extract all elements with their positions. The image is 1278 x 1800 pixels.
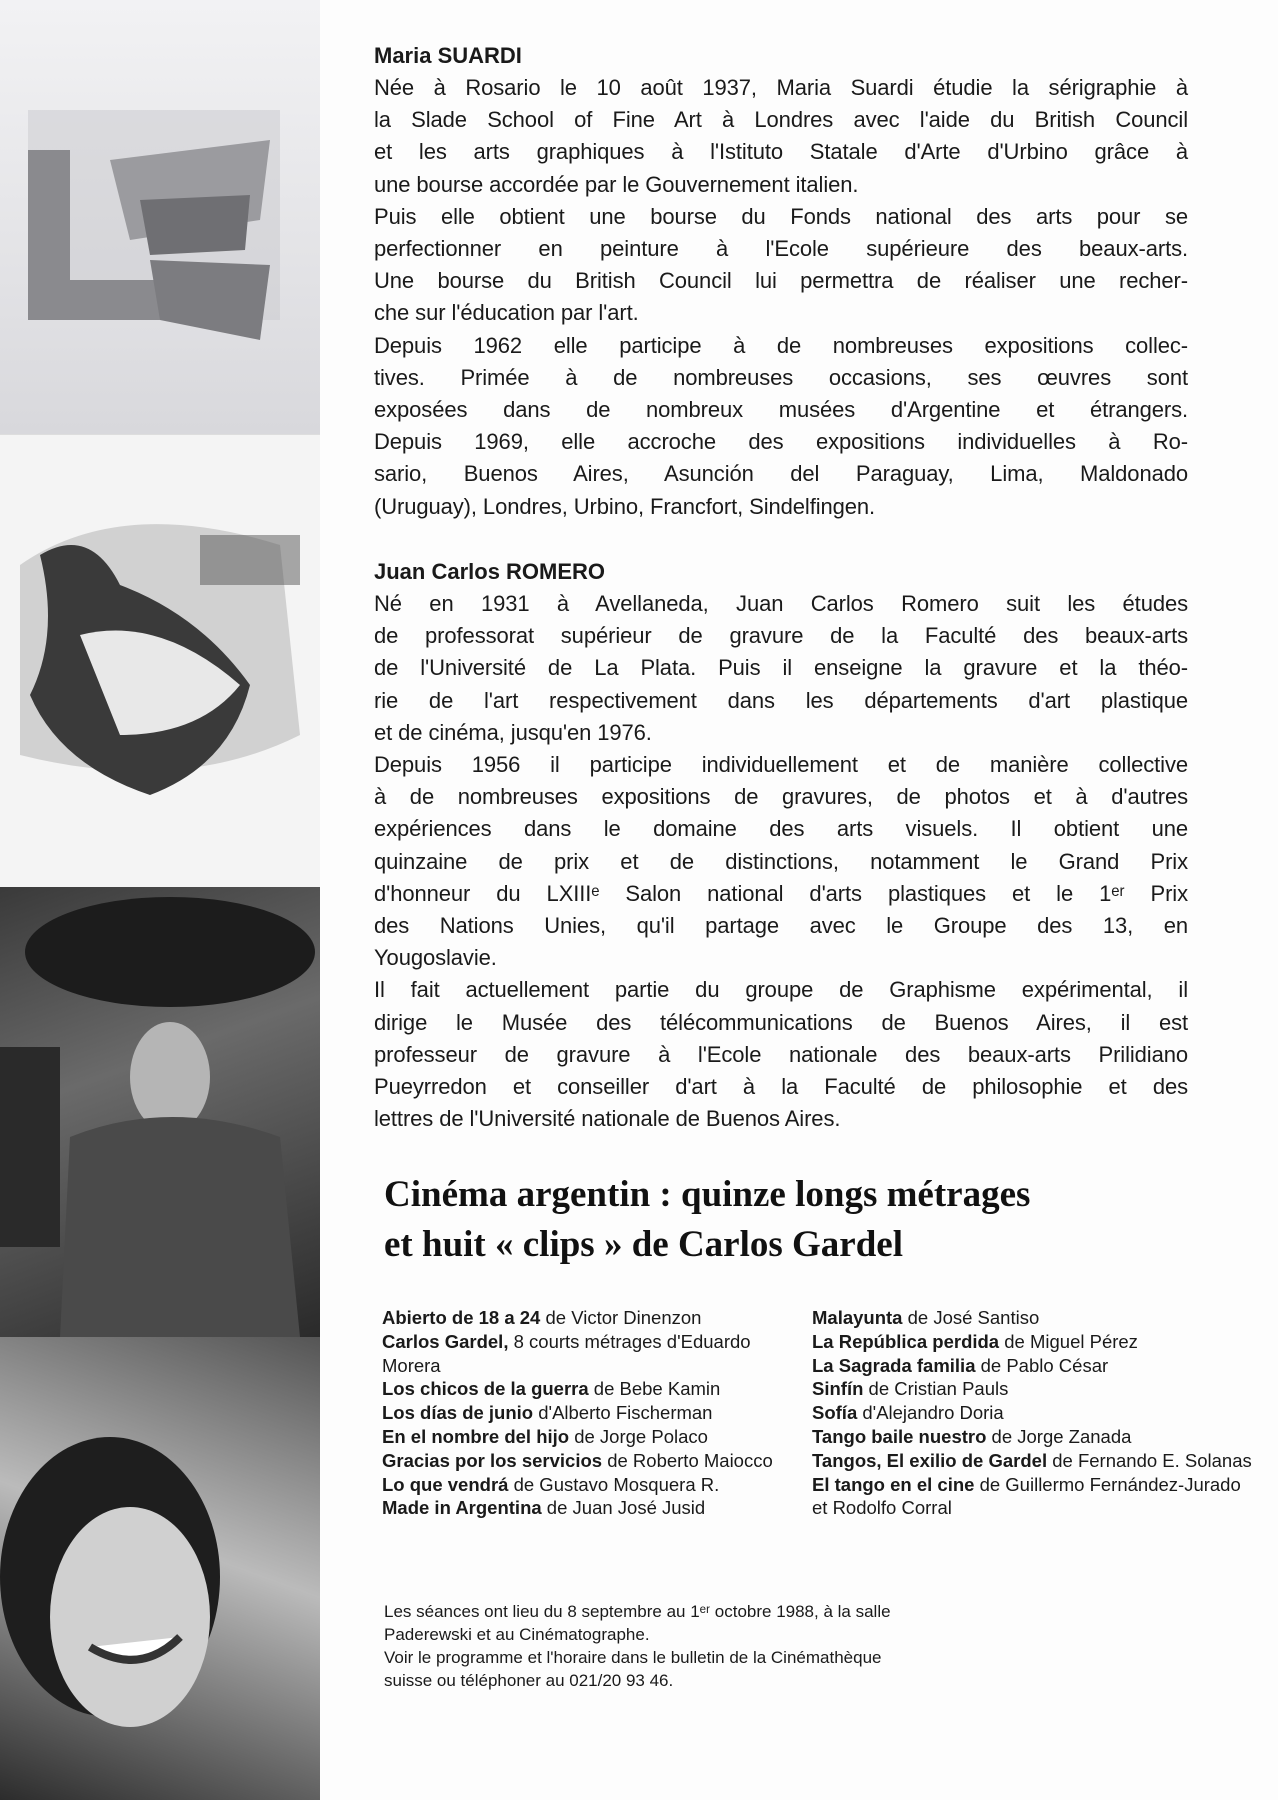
bio-line: de professorat supérieur de gravure de la Faculté des beaux-arts bbox=[374, 623, 1188, 649]
film-director: de Fernando E. Solanas bbox=[1047, 1449, 1252, 1471]
film-director: de Gustavo Mosquera R. bbox=[508, 1473, 720, 1495]
film-item bbox=[812, 1330, 1252, 1354]
film-director: 8 courts métrages d'Eduardo Morera bbox=[382, 1330, 751, 1376]
note-line: Voir le programme et l'horaire dans le bulletin de la Cinémathèque bbox=[384, 1648, 882, 1667]
film-title: Sofía bbox=[812, 1402, 858, 1424]
film-title: La Sagrada familia bbox=[812, 1354, 976, 1376]
film-director: de Victor Dinenzon bbox=[540, 1307, 702, 1328]
film-item bbox=[812, 1473, 1252, 1521]
film-director: d'Alberto Fischerman bbox=[533, 1402, 713, 1424]
drawing-fallen-figure-image bbox=[0, 434, 320, 888]
note-line: Paderewski et au Cinématographe. bbox=[384, 1625, 650, 1644]
bio-line: tives. Primée à de nombreuses occasions, ses œuvres sont bbox=[374, 364, 1188, 390]
film-list-column-2 bbox=[812, 1306, 1252, 1520]
abstract-serigraph-image bbox=[0, 0, 320, 434]
film-item bbox=[812, 1306, 1252, 1330]
film-item bbox=[382, 1401, 782, 1425]
film-director: de Miguel Pérez bbox=[999, 1330, 1138, 1352]
bio-line: d'honneur du LXIIIᵉ Salon national d'arts plastiques et le 1ᵉʳ Prix bbox=[374, 880, 1188, 906]
bio-line: une bourse accordée par le Gouvernement italien. bbox=[374, 171, 859, 197]
bio-line: (Uruguay), Londres, Urbino, Francfort, Sindelfingen. bbox=[374, 493, 876, 519]
film-title: Made in Argentina bbox=[382, 1497, 542, 1519]
film-title: Gracias por los servicios bbox=[382, 1449, 603, 1471]
bio-line: Depuis 1956 il participe individuellement et de manière collective bbox=[374, 752, 1188, 778]
film-director: de Jorge Polaco bbox=[569, 1425, 708, 1447]
bio-line: à de nombreuses expositions de gravures, de photos et à d'autres bbox=[374, 784, 1188, 810]
film-item bbox=[382, 1496, 782, 1520]
film-title: Carlos Gardel, bbox=[382, 1330, 509, 1352]
bio-line: dirige le Musée des télécommunications de Buenos Aires, il est bbox=[374, 1009, 1188, 1035]
film-director: de Bebe Kamin bbox=[588, 1378, 721, 1400]
artist-bio-romero bbox=[374, 556, 1188, 1135]
artist-bio-suardi bbox=[374, 40, 1188, 523]
bio-line: Il fait actuellement partie du groupe de Graphisme expérimental, il bbox=[374, 977, 1188, 1003]
bio-line: et les arts graphiques à l'Istituto Statale d'Arte d'Urbino grâce à bbox=[374, 139, 1188, 165]
film-item bbox=[382, 1473, 782, 1497]
bio-line: de l'Université de La Plata. Puis il enseigne la gravure et la théo- bbox=[374, 655, 1188, 681]
bio-line: quinzaine de prix et de distinctions, notamment le Grand Prix bbox=[374, 848, 1188, 874]
heading-line: Cinéma argentin : quinze longs métrages bbox=[384, 1174, 1031, 1215]
bio-line: Yougoslavie. bbox=[374, 945, 497, 971]
film-director: de Pablo César bbox=[975, 1354, 1109, 1376]
bio-line: perfectionner en peinture à l'Ecole supérieure des beaux-arts. bbox=[374, 236, 1188, 262]
film-title: La República perdida bbox=[812, 1330, 1000, 1352]
film-title: Tango baile nuestro bbox=[812, 1425, 987, 1447]
film-item bbox=[382, 1306, 782, 1330]
film-director: de Cristian Pauls bbox=[863, 1378, 1009, 1400]
film-director: de Roberto Maiocco bbox=[602, 1449, 773, 1471]
bio-line: expériences dans le domaine des arts visuels. Il obtient une bbox=[374, 816, 1188, 842]
film-title: Tangos, El exilio de Gardel bbox=[812, 1449, 1048, 1471]
film-director: de Guillermo Fernández-Jurado et Rodolfo Corral bbox=[812, 1473, 1241, 1519]
artist-name: Maria SUARDI bbox=[374, 43, 522, 68]
film-title: Lo que vendrá bbox=[382, 1473, 509, 1495]
film-title: Los chicos de la guerra bbox=[382, 1378, 589, 1400]
bio-line: Puis elle obtient une bourse du Fonds national des arts pour se bbox=[374, 203, 1188, 229]
bio-line: exposées dans de nombreux musées d'Argentine et étrangers. bbox=[374, 397, 1188, 423]
film-title: El tango en el cine bbox=[812, 1473, 975, 1495]
film-director: d'Alejandro Doria bbox=[857, 1402, 1004, 1424]
note-line: suisse ou téléphoner au 021/20 93 46. bbox=[384, 1671, 674, 1690]
bio-line: Pueyrredon et conseiller d'art à la Faculté de philosophie et des bbox=[374, 1074, 1188, 1100]
screening-info bbox=[384, 1600, 1024, 1692]
film-title: Sinfín bbox=[812, 1378, 864, 1400]
film-title: Malayunta bbox=[812, 1307, 903, 1328]
illustration-column bbox=[0, 0, 320, 1800]
bio-line: Depuis 1962 elle participe à de nombreuses expositions collec- bbox=[374, 332, 1188, 358]
bio-line: et de cinéma, jusqu'en 1976. bbox=[374, 719, 652, 745]
bio-line: Né en 1931 à Avellaneda, Juan Carlos Romero suit les études bbox=[374, 591, 1188, 616]
film-title: Los días de junio bbox=[382, 1402, 534, 1424]
film-item bbox=[382, 1449, 782, 1473]
heading-line: et huit « clips » de Carlos Gardel bbox=[384, 1224, 904, 1265]
note-line: Les séances ont lieu du 8 septembre au 1ᵉʳ octobre 1988, à la salle bbox=[384, 1602, 891, 1621]
artist-name: Juan Carlos ROMERO bbox=[374, 559, 606, 584]
film-title: Abierto de 18 a 24 bbox=[382, 1307, 541, 1328]
film-title: En el nombre del hijo bbox=[382, 1425, 570, 1447]
bio-line: des Nations Unies, qu'il partage avec le Groupe des 13, en bbox=[374, 913, 1188, 939]
film-item bbox=[382, 1330, 782, 1378]
film-item bbox=[812, 1354, 1252, 1378]
film-item bbox=[812, 1425, 1252, 1449]
film-item bbox=[812, 1449, 1252, 1473]
bio-line: che sur l'éducation par l'art. bbox=[374, 300, 639, 326]
film-list-column-1 bbox=[382, 1306, 782, 1520]
film-item bbox=[812, 1377, 1252, 1401]
bio-line: sario, Buenos Aires, Asunción del Paraguay, Lima, Maldonado bbox=[374, 461, 1188, 487]
cinema-section-heading bbox=[384, 1170, 1030, 1270]
bio-line: Une bourse du British Council lui permettra de réaliser une recher- bbox=[374, 268, 1188, 294]
bio-line: professeur de gravure à l'Ecole nationale des beaux-arts Prilidiano bbox=[374, 1041, 1188, 1067]
film-item bbox=[382, 1425, 782, 1449]
film-item bbox=[382, 1377, 782, 1401]
film-director: de José Santiso bbox=[902, 1307, 1040, 1328]
bio-line: rie de l'art respectivement dans les départements d'art plastique bbox=[374, 687, 1188, 713]
film-director: de Juan José Jusid bbox=[541, 1497, 706, 1519]
photo-smiling-woman bbox=[0, 1337, 320, 1800]
bio-line: Depuis 1969, elle accroche des expositions individuelles à Ro- bbox=[374, 429, 1188, 455]
film-item bbox=[812, 1401, 1252, 1425]
bio-line: Née à Rosario le 10 août 1937, Maria Suardi étudie la sérigraphie à bbox=[374, 75, 1188, 100]
film-director: de Jorge Zanada bbox=[986, 1425, 1132, 1447]
bio-line: la Slade School of Fine Art à Londres avec l'aide du British Council bbox=[374, 107, 1188, 133]
photo-man-with-hat bbox=[0, 887, 320, 1337]
bio-line: lettres de l'Université nationale de Buenos Aires. bbox=[374, 1106, 841, 1132]
